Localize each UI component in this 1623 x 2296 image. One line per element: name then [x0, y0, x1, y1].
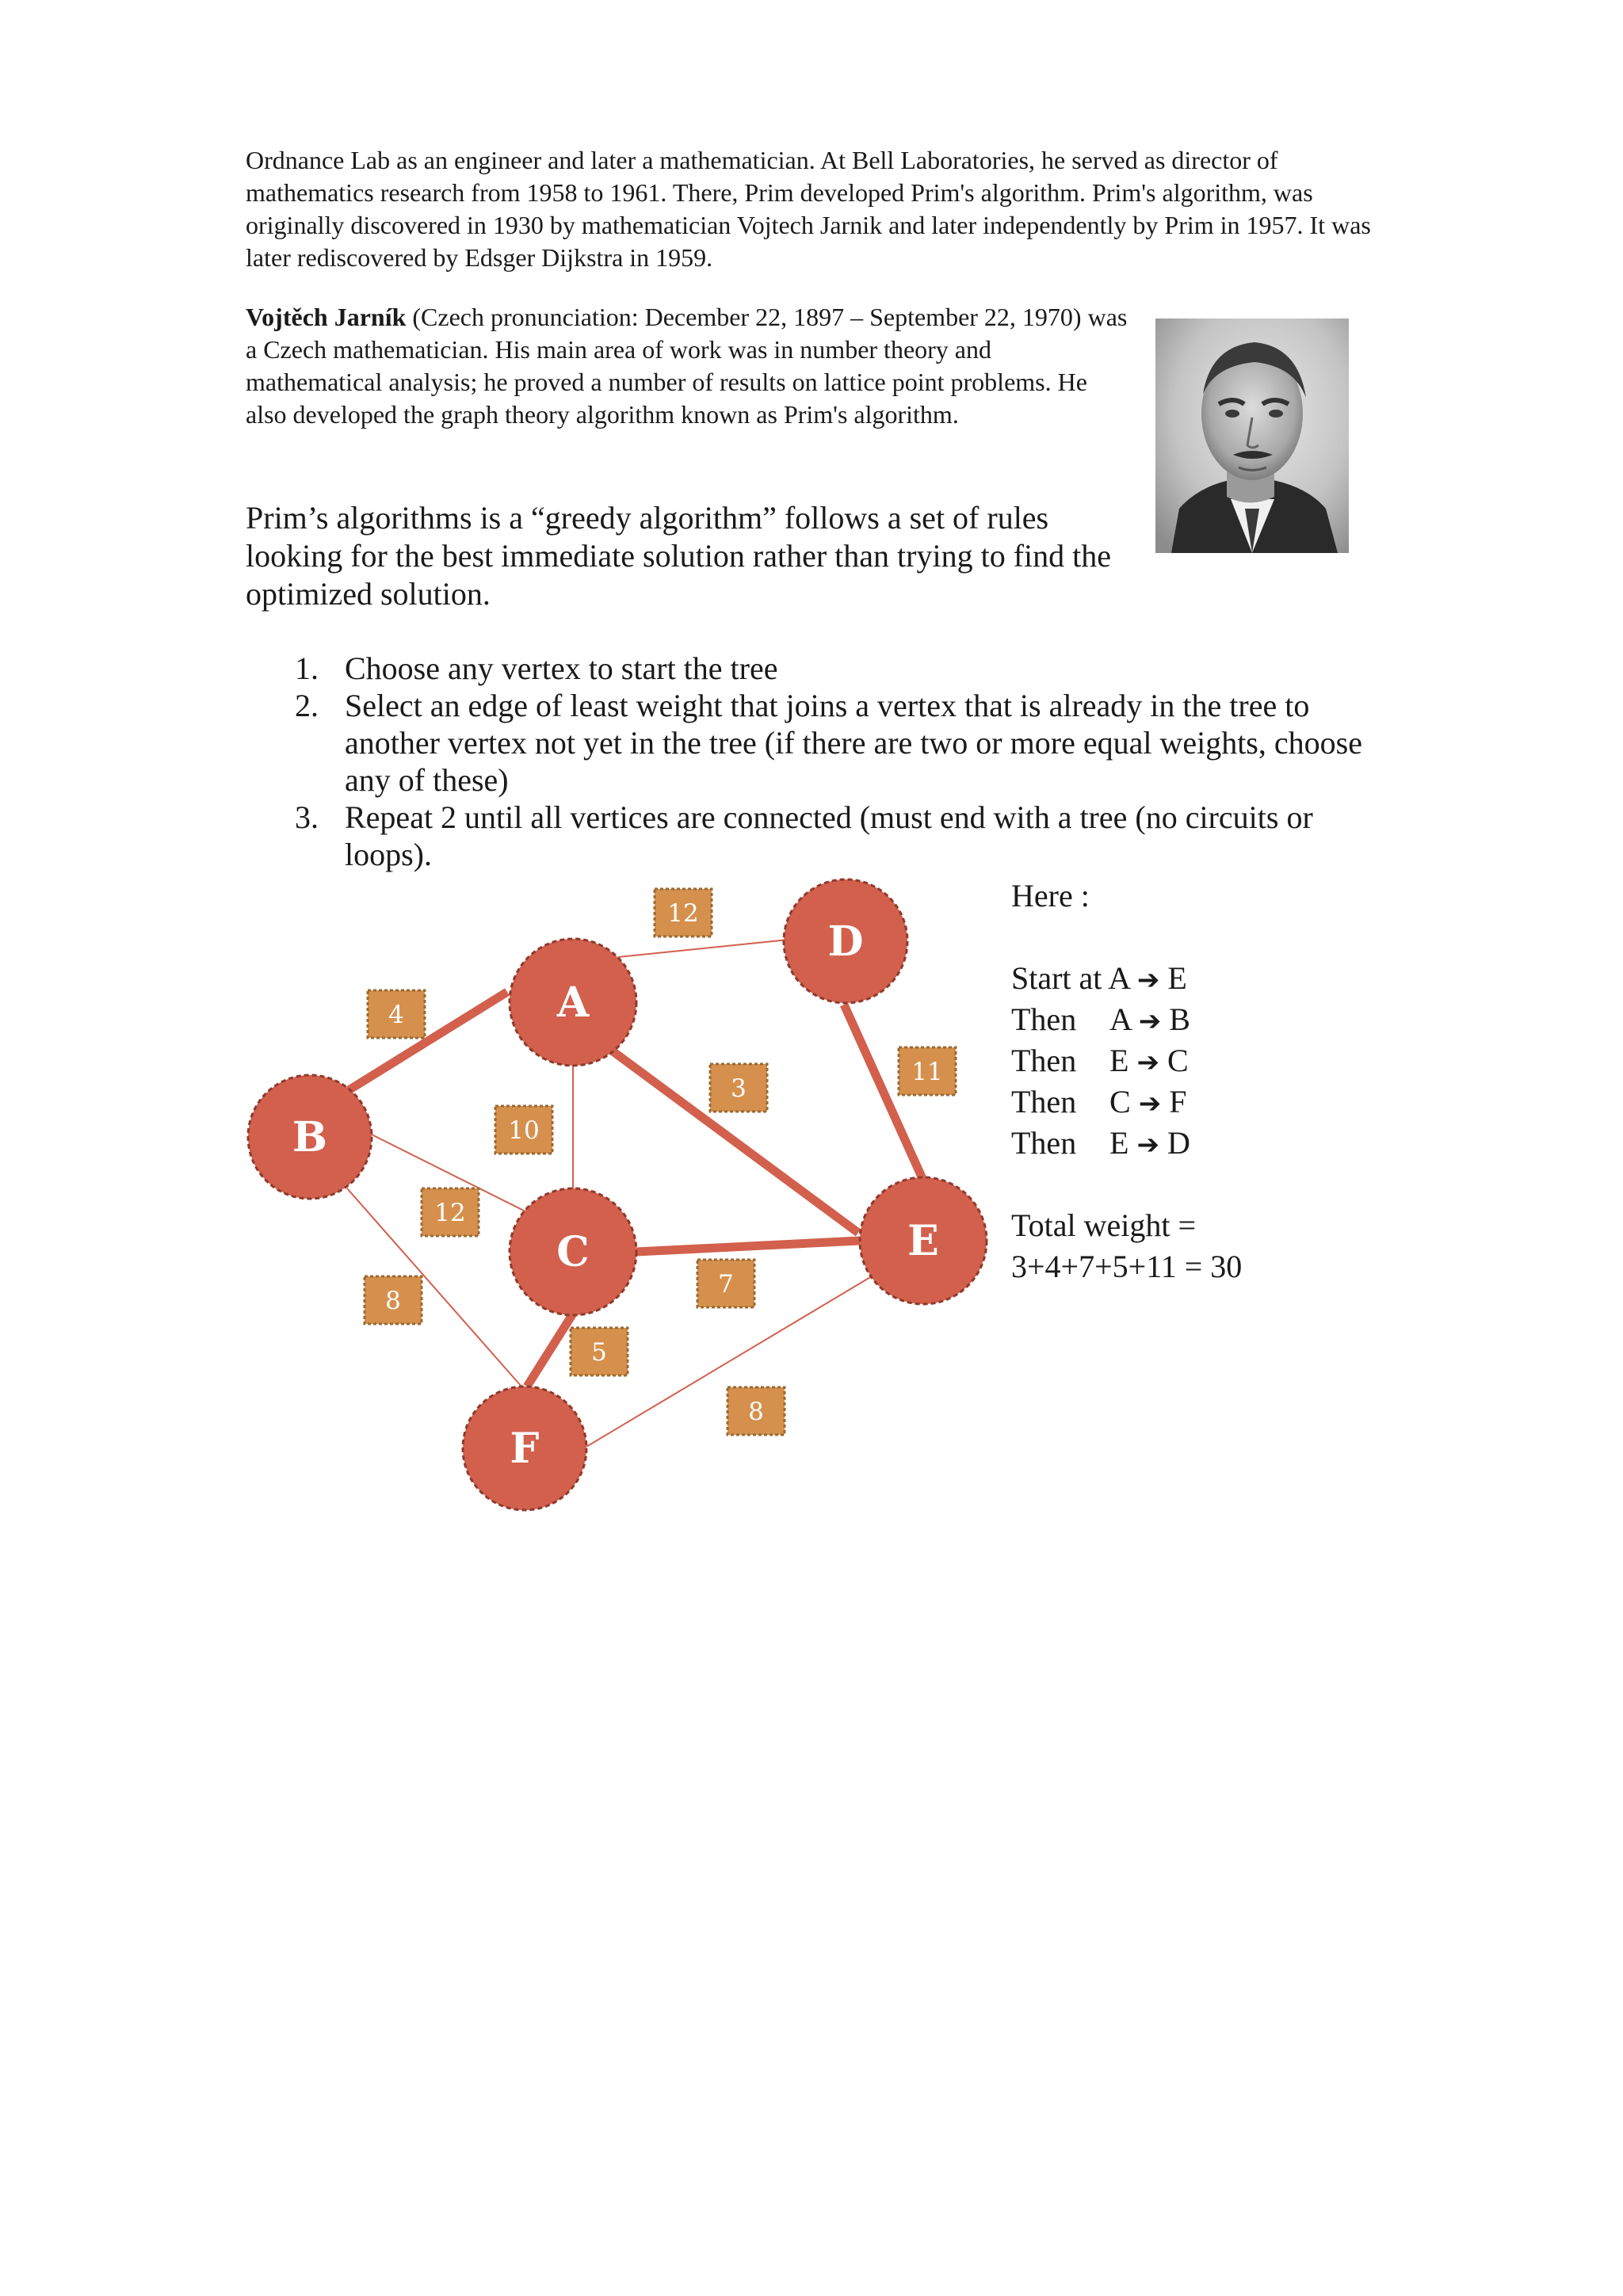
then-to: C — [1167, 1043, 1189, 1078]
edge-weight-label — [571, 1328, 628, 1375]
intro-paragraph: Ordnance Lab as an engineer and later a mathematician. At Bell Laboratories, he served as director of mathematics research from 1958 to 1961. There, Prim developed Prim's algorithm. Prim's algorithm, was originally discovered in 1930 by mathematician Vojtech Jarnik and later independently by Prim in 1957. It was later rediscovered by Edsger Dijkstra in 1959. — [246, 146, 1371, 272]
then-from: C — [1109, 1084, 1131, 1119]
start-to: E — [1159, 960, 1187, 996]
then-label: Then — [1011, 1125, 1077, 1161]
portrait-image — [1155, 318, 1349, 553]
step-item — [246, 687, 1371, 799]
step-item — [246, 799, 1371, 873]
edge-weight-label — [422, 1188, 479, 1236]
weight-value: 3 — [731, 1074, 747, 1103]
start-line — [1011, 958, 1376, 999]
weight-value: 5 — [591, 1338, 607, 1367]
vertices-layer — [248, 879, 987, 1510]
edge-weight-label — [727, 1387, 785, 1435]
here-label: Here : — [1011, 878, 1090, 913]
algorithm-steps — [246, 650, 1371, 873]
step-number: 1. — [295, 650, 319, 686]
weight-value: 7 — [718, 1270, 734, 1299]
vertex-label: E — [907, 1217, 939, 1265]
vertex-c — [510, 1188, 636, 1315]
weight-value: 10 — [508, 1116, 540, 1145]
solution-notes — [1011, 875, 1376, 1287]
edge-weight-label — [655, 889, 712, 936]
jarnik-name: Vojtěch Jarník — [246, 303, 407, 331]
start-prefix: Start at A — [1011, 960, 1137, 996]
vertex-label: C — [556, 1228, 590, 1276]
total-expression: 3+4+7+5+11 = 30 — [1011, 1249, 1243, 1284]
then-from: A — [1109, 1001, 1131, 1037]
right-arrow-icon: ➔ — [1136, 1047, 1159, 1078]
right-arrow-icon: ➔ — [1136, 1129, 1159, 1161]
then-line — [1011, 999, 1376, 1040]
vertex-b — [248, 1075, 372, 1199]
right-arrow-icon: ➔ — [1138, 1088, 1162, 1119]
vertex-f — [463, 1386, 586, 1510]
vertex-label: D — [827, 917, 864, 966]
jarnik-portrait-photo — [1155, 318, 1349, 553]
then-to: B — [1169, 1001, 1190, 1037]
vertex-a — [510, 939, 636, 1066]
then-to: D — [1167, 1125, 1190, 1161]
edge-weight-label — [495, 1106, 552, 1154]
then-line — [1011, 1040, 1376, 1081]
then-line — [1011, 1081, 1376, 1123]
then-label: Then — [1011, 1001, 1077, 1037]
step-text: Select an edge of least weight that joins a vertex that is already in the tree to another vertex not yet in the tree (if there are two or more equal weights, choose any of these) — [345, 688, 1362, 798]
vertex-e — [860, 1177, 987, 1304]
step-number: 3. — [295, 799, 319, 835]
then-from: E — [1109, 1043, 1129, 1078]
then-to: F — [1169, 1084, 1187, 1119]
right-arrow-icon: ➔ — [1138, 1005, 1162, 1037]
weight-value: 12 — [434, 1199, 466, 1227]
step-item — [246, 650, 1371, 687]
total-label: Total weight = — [1011, 1207, 1197, 1243]
right-arrow-icon: ➔ — [1136, 964, 1160, 996]
weight-value: 8 — [748, 1398, 764, 1426]
then-label: Then — [1011, 1043, 1077, 1078]
weight-value: 4 — [388, 1001, 404, 1029]
vertex-label: F — [510, 1425, 540, 1473]
step-number: 2. — [295, 688, 319, 723]
edge-weight-label — [899, 1047, 956, 1095]
then-label: Then — [1011, 1084, 1077, 1119]
edge-weight-label — [697, 1260, 754, 1307]
graph-edge-ad — [618, 940, 789, 957]
graph-edge-ce — [636, 1241, 860, 1252]
vertex-label: A — [556, 978, 590, 1027]
vertex-d — [784, 879, 907, 1003]
edge-weight-label — [365, 1276, 422, 1324]
then-from: E — [1109, 1125, 1129, 1161]
graph-edge-cf — [527, 1314, 573, 1386]
step-text: Choose any vertex to start the tree — [345, 650, 778, 686]
weight-value: 12 — [667, 899, 699, 928]
edge-weight-label — [710, 1064, 767, 1112]
step-text: Repeat 2 until all vertices are connected (must end with a tree (no circuits or loops). — [345, 799, 1313, 872]
weight-value: 11 — [911, 1058, 943, 1086]
weight-value: 8 — [385, 1287, 401, 1315]
vertex-label: B — [292, 1113, 327, 1161]
prim-graph-diagram — [238, 871, 999, 1529]
jarnik-paragraph — [246, 301, 1133, 431]
jarnik-bio: (Czech pronunciation: December 22, 1897 – September 22, 1970) was a Czech mathematician. His main area of work was in number theory and mathematical analysis; he proved a number of results on lattice point problems. He also developed the graph theory algorithm known as Prim's algorithm. — [246, 303, 1128, 429]
greedy-paragraph: Prim’s algorithms is a “greedy algorithm” follows a set of rules looking for the best immediate solution rather than trying to find the optimized solution. — [246, 500, 1111, 612]
then-line — [1011, 1123, 1376, 1164]
edge-weight-label — [368, 990, 425, 1038]
